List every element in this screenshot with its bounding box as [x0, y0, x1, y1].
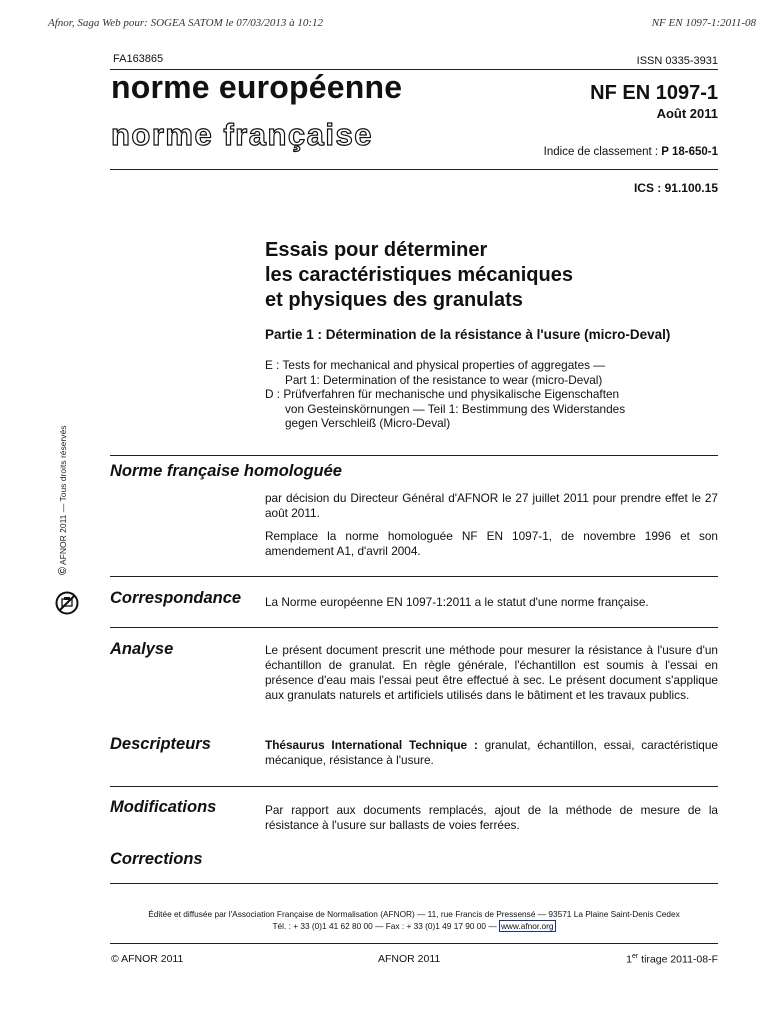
- document-code: FA163865: [113, 53, 164, 65]
- footer-rule-bottom: [110, 943, 718, 944]
- footer-contact-line: [110, 921, 718, 932]
- translation-de-3: gegen Verschleiß (Micro-Deval): [285, 416, 451, 430]
- sidebar-copyright: [57, 425, 69, 575]
- translation-en-2: Part 1: Determination of the resistance to wear (micro-Deval): [285, 372, 603, 387]
- section-label-modifications: Modifications: [110, 798, 217, 816]
- translation-de-2: von Gesteinskörnungen — Teil 1: Bestimmung des Widerstandes: [285, 401, 626, 416]
- translation-en-1: E : Tests for mechanical and physical properties of aggregates —: [265, 358, 606, 372]
- section-label-corrections: Corrections: [110, 850, 203, 868]
- norm-reference: NF EN 1097-1: [590, 82, 718, 104]
- descripteurs-thesaurus-label: Thésaurus International Technique :: [265, 738, 478, 752]
- ics-code: ICS : 91.100.15: [633, 181, 718, 195]
- norm-date: Août 2011: [656, 106, 718, 121]
- classement-label: Indice de classement :: [543, 146, 662, 158]
- document-title: [265, 238, 573, 313]
- section-label-correspondance: Correspondance: [110, 589, 242, 607]
- descripteurs-keywords: granulat, échantillon, essai, caractéristique mécanique, résistance à l'usure.: [265, 738, 718, 767]
- modifications-text: Par rapport aux documents remplacés, ajout de la méthode de mesure de la résistance à l'usure sur ballasts de voies ferrées.: [265, 803, 718, 832]
- section-label-analyse: Analyse: [110, 640, 174, 658]
- section-rule-analyse: [110, 627, 718, 628]
- section-label-homologuee: Norme française homologuée: [110, 462, 342, 480]
- title-line-2: les caractéristiques mécaniques: [265, 264, 573, 286]
- section-rule-modifications: [110, 786, 718, 787]
- header-meta-right: NF EN 1097-1:2011-08: [651, 17, 756, 29]
- title-line-3: et physiques des granulats: [265, 289, 523, 311]
- translation-de-1: D : Prüfverfahren für mechanische und physikalische Eigenschaften: [265, 387, 620, 401]
- homologuee-para2: Remplace la norme homologuée NF EN 1097-1, de novembre 1996 et son amendement A1, d'avril 2004.: [265, 529, 718, 558]
- footer-phone-fax: Tél. : + 33 (0)1 41 62 80 00 — Fax : + 33 (0)1 49 17 90 00 —: [272, 921, 499, 931]
- footer-center: AFNOR 2011: [378, 953, 441, 965]
- classement-index: [544, 146, 718, 158]
- footer-rule-top: [110, 883, 718, 884]
- title-norme-francaise: norme française: [111, 117, 373, 152]
- header-meta-left: Afnor, Saga Web pour: SOGEA SATOM le 07/03/2013 à 10:12: [48, 17, 323, 29]
- footer-tirage-text: tirage 2011-08-F: [638, 953, 718, 966]
- document-partie: Partie 1 : Détermination de la résistance à l'usure (micro-Deval): [265, 327, 671, 342]
- correspondance-text: La Norme européenne EN 1097-1:2011 a le statut d'une norme française.: [265, 595, 649, 609]
- translations: [265, 358, 625, 431]
- footer-tirage-number: 1: [626, 953, 632, 966]
- title-line-1: Essais pour déterminer: [265, 239, 488, 261]
- section-rule-homologuee: [110, 455, 718, 456]
- title-norme-europeenne: norme européenne: [111, 69, 403, 105]
- issn: ISSN 0335-3931: [636, 55, 718, 67]
- descripteurs-text: [265, 738, 718, 768]
- section-label-descripteurs: Descripteurs: [110, 735, 211, 753]
- footer-tirage-sup: er: [632, 953, 639, 960]
- section-rule-correspondance: [110, 576, 718, 577]
- footer-tirage: [626, 953, 718, 966]
- analyse-text: Le présent document prescrit une méthode pour mesurer la résistance à l'usure d'un échantillon de granulat. En règle générale, l'échantillon est soumis à l'essai en présence d'eau mais l'essai peut être effectué à sec. Le présent document s'applique aux granulats naturels et artificiels utilisés dans le bâtiment et les travaux publics.: [265, 643, 718, 702]
- afnor-website-link[interactable]: www.afnor.org: [500, 921, 554, 931]
- homologuee-para1: par décision du Directeur Général d'AFNOR le 27 juillet 2011 pour prendre effet le 27 août 2011.: [265, 491, 718, 520]
- classement-rule: [110, 169, 718, 170]
- sidebar-copyright-text: AFNOR 2011 — Tous droits réservés: [58, 425, 68, 565]
- sidebar-copyright-symbol: ©: [57, 566, 69, 575]
- classement-value: P 18-650-1: [661, 146, 718, 158]
- footer-copyright: © AFNOR 2011: [111, 953, 184, 965]
- footer-publisher-line: Éditée et diffusée par l'Association Française de Normalisation (AFNOR) — 11, rue Francis de Pressensé — 93571 La Plaine Saint-Denis Cedex: [148, 909, 680, 919]
- no-photocopy-icon: [55, 591, 79, 615]
